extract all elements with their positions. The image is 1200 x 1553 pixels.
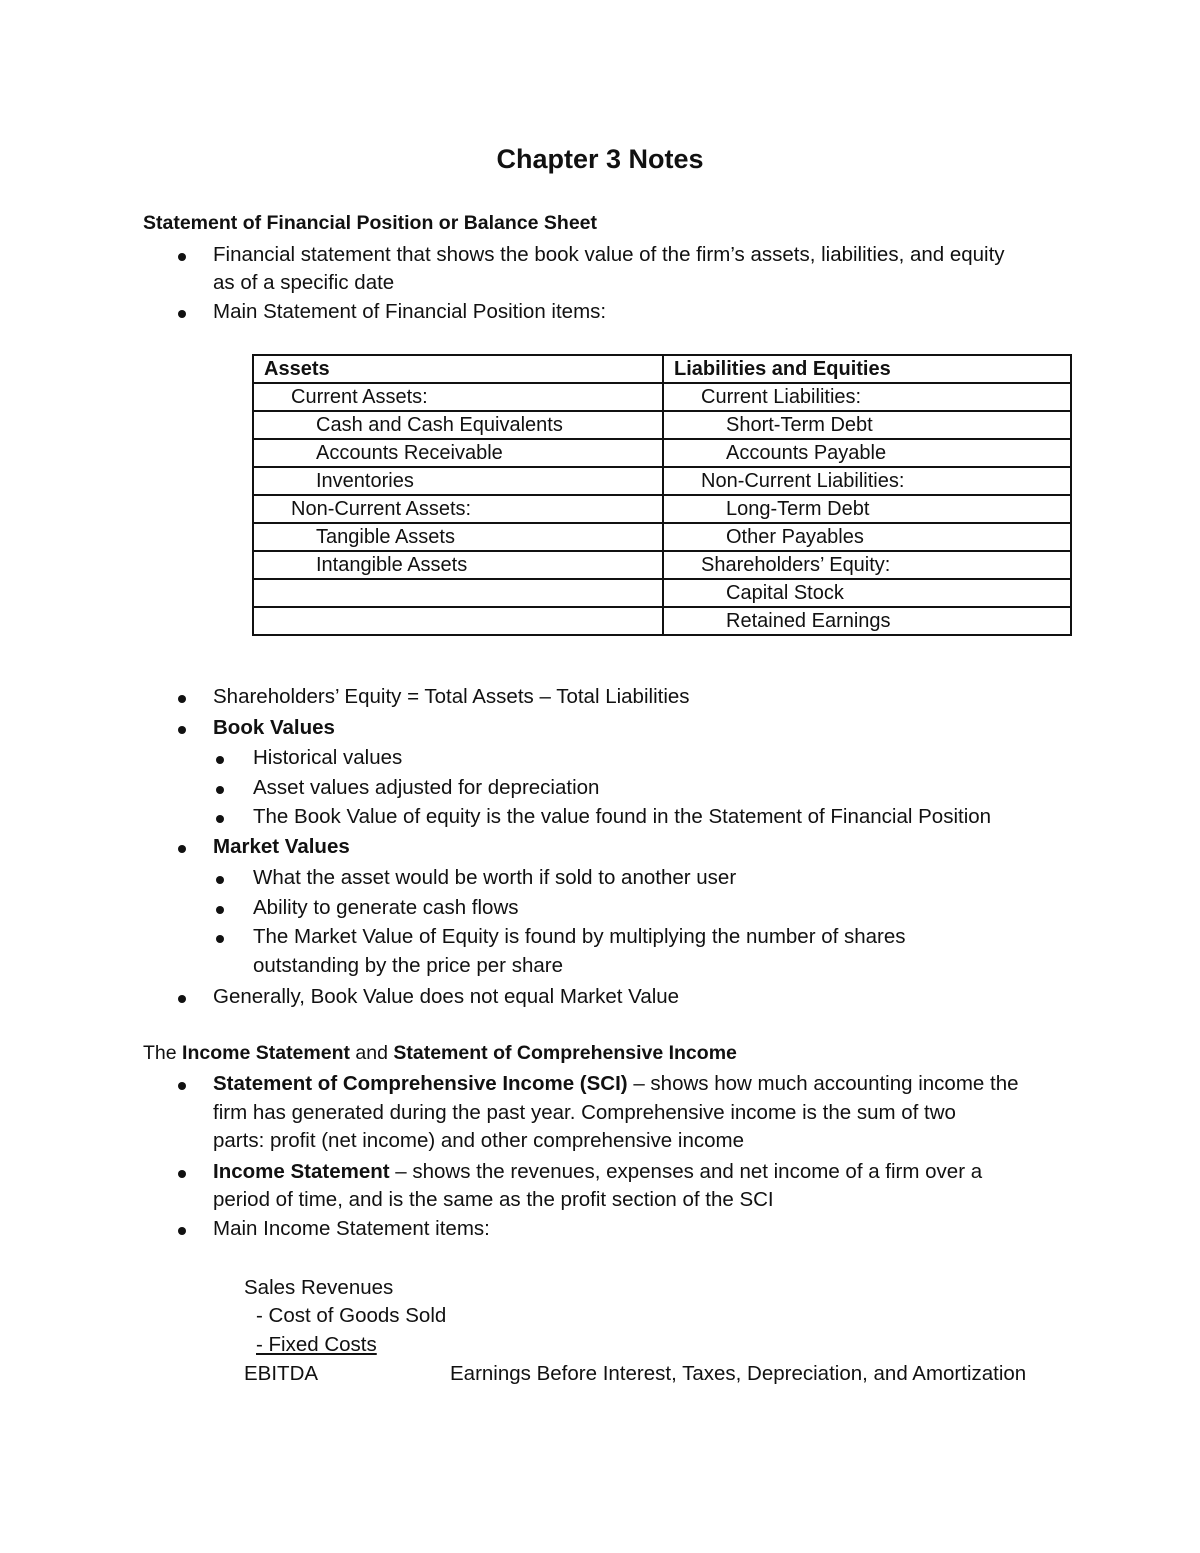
list-item: Ability to generate cash flows: [253, 896, 519, 919]
list-item: The Market Value of Equity is found by multiplying the number of shares: [253, 925, 906, 948]
bullet-icon: [178, 845, 186, 853]
list-item-continued: outstanding by the price per share: [253, 954, 563, 977]
table-cell: Inventories: [253, 467, 663, 495]
table-cell: Short-Term Debt: [663, 411, 1071, 439]
table-cell: Accounts Receivable: [253, 439, 663, 467]
table-row: [253, 411, 1071, 439]
table-row: [253, 439, 1071, 467]
heading-text: Income Statement: [182, 1042, 350, 1064]
table-header-cell: Assets: [253, 355, 663, 383]
bullet-text-continued: period of time, and is the same as the profit section of the SCI: [213, 1188, 774, 1211]
income-item-sales: Sales Revenues: [244, 1276, 394, 1299]
bullet-icon: [178, 1170, 186, 1178]
bullet-icon: [178, 726, 186, 734]
sci-text: – shows how much accounting income the: [627, 1072, 1019, 1095]
section-heading-income-statement: [143, 1042, 737, 1065]
table-cell: Long-Term Debt: [663, 495, 1071, 523]
bullet-icon: [178, 1227, 186, 1235]
table-cell: Accounts Payable: [663, 439, 1071, 467]
table-header-cell: Liabilities and Equities: [663, 355, 1071, 383]
bullet-icon: [178, 310, 186, 318]
bullet-icon: [216, 935, 224, 943]
table-cell: Other Payables: [663, 523, 1071, 551]
bullet-icon: [178, 995, 186, 1003]
bullet-text: Generally, Book Value does not equal Market Value: [213, 985, 680, 1008]
bullet-icon: [216, 906, 224, 914]
list-item: What the asset would be worth if sold to another user: [253, 866, 737, 889]
table-cell: [253, 607, 663, 635]
table-cell: [253, 579, 663, 607]
table-row: [253, 551, 1071, 579]
table-header-row: [253, 355, 1071, 383]
bullet-icon: [216, 786, 224, 794]
bullet-text: [213, 1160, 982, 1184]
table-cell: Non-Current Liabilities:: [663, 467, 1071, 495]
section-heading-balance-sheet: Statement of Financial Position or Balance Sheet: [143, 212, 598, 234]
table-row: [253, 607, 1071, 635]
table-row: [253, 383, 1071, 411]
bullet-icon: [178, 253, 186, 261]
table-cell: Current Assets:: [253, 383, 663, 411]
bullet-text-continued: as of a specific date: [213, 271, 395, 294]
bullet-text-continued: parts: profit (net income) and other comprehensive income: [213, 1129, 744, 1152]
equity-formula: Shareholders’ Equity = Total Assets – Total Liabilities: [213, 685, 690, 708]
table-row: [253, 523, 1071, 551]
heading-text: Statement of Comprehensive Income: [393, 1042, 737, 1064]
list-item: Historical values: [253, 746, 403, 769]
bullet-text: Main Statement of Financial Position items:: [213, 300, 607, 323]
table-cell: Capital Stock: [663, 579, 1071, 607]
bullet-text: Financial statement that shows the book value of the firm’s assets, liabilities, and equity: [213, 243, 1005, 266]
heading-text: The: [143, 1042, 183, 1064]
table-cell: Current Liabilities:: [663, 383, 1071, 411]
income-statement-label: Income Statement: [213, 1160, 390, 1183]
table-row: [253, 495, 1071, 523]
market-values-label: Market Values: [213, 835, 350, 858]
sci-label: Statement of Comprehensive Income (SCI): [213, 1072, 628, 1095]
income-statement-text: – shows the revenues, expenses and net income of a firm over a: [389, 1160, 983, 1183]
table-cell: Intangible Assets: [253, 551, 663, 579]
bullet-icon: [216, 815, 224, 823]
table-cell: Shareholders’ Equity:: [663, 551, 1071, 579]
bullet-icon: [178, 1082, 186, 1090]
bullet-text-continued: firm has generated during the past year. Comprehensive income is the sum of two: [213, 1101, 956, 1124]
table-row: [253, 579, 1071, 607]
bullet-text: [213, 1072, 1019, 1096]
ebitda-definition: Earnings Before Interest, Taxes, Depreciation, and Amortization: [450, 1362, 1027, 1385]
balance-sheet-table: [252, 354, 1072, 636]
table-cell: Cash and Cash Equivalents: [253, 411, 663, 439]
table-cell: Non-Current Assets:: [253, 495, 663, 523]
table-cell: Retained Earnings: [663, 607, 1071, 635]
income-item-ebitda: EBITDA: [244, 1362, 319, 1385]
list-item: The Book Value of equity is the value found in the Statement of Financial Position: [253, 805, 992, 828]
bullet-icon: [178, 695, 186, 703]
book-values-label: Book Values: [213, 716, 335, 739]
page-title: Chapter 3 Notes: [496, 144, 704, 174]
income-item-cogs: - Cost of Goods Sold: [256, 1304, 447, 1327]
list-item: Asset values adjusted for depreciation: [253, 776, 600, 799]
table-cell: Tangible Assets: [253, 523, 663, 551]
bullet-icon: [216, 756, 224, 764]
bullet-text: Main Income Statement items:: [213, 1217, 490, 1240]
table-row: [253, 467, 1071, 495]
bullet-icon: [216, 876, 224, 884]
heading-text: and: [350, 1042, 394, 1064]
income-item-fixed-costs: - Fixed Costs: [256, 1333, 377, 1356]
